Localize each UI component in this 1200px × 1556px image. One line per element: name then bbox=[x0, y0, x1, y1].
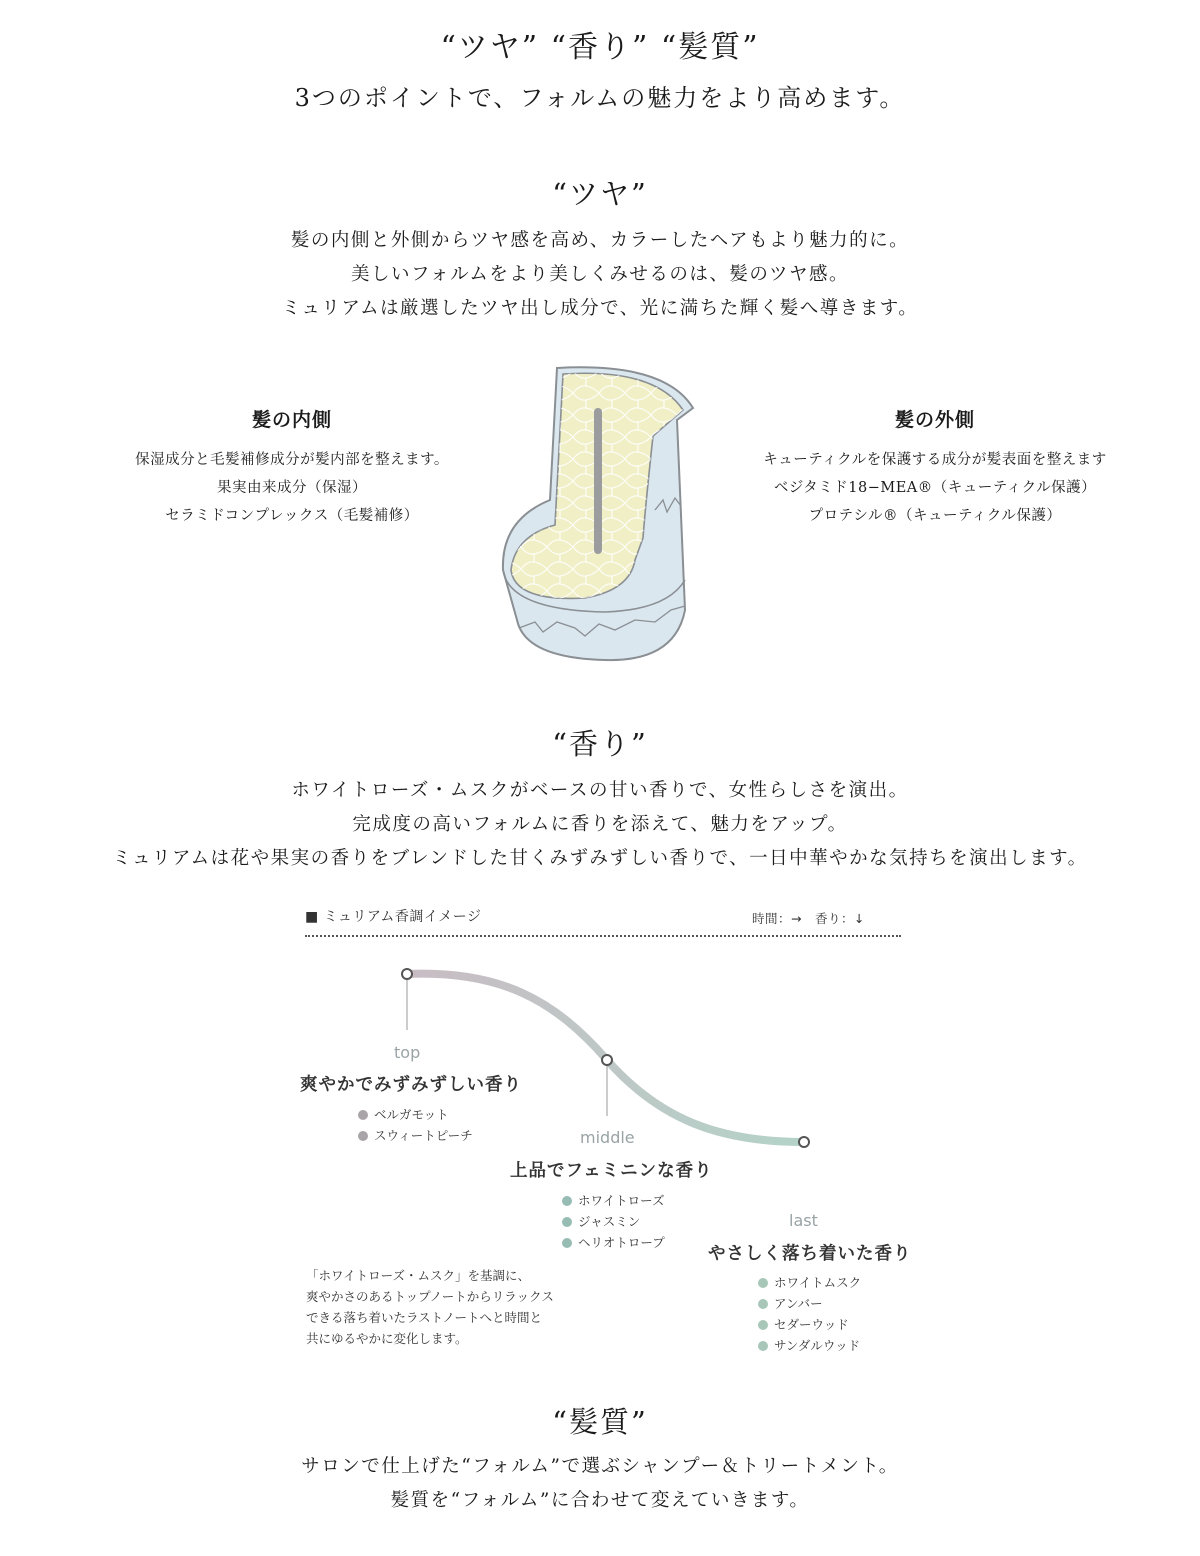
hair-outer-line: キューティクルを保護する成分が髪表面を整えます bbox=[763, 452, 1107, 468]
note-dot-last bbox=[758, 1299, 768, 1309]
hair-cross-section-illustration bbox=[495, 360, 705, 670]
stage-last-notes bbox=[758, 1272, 861, 1356]
hair-outer-line: ベジタミド18−MEA®（キューティクル保護） bbox=[773, 480, 1097, 496]
stage-middle-notes bbox=[562, 1190, 665, 1253]
note-item: ホワイトローズ bbox=[562, 1190, 665, 1211]
note-dot-middle bbox=[562, 1238, 572, 1248]
gloss-title: “ツヤ” bbox=[552, 177, 648, 211]
hair-inner-line: 保湿成分と毛髪補修成分が髪内部を整えます。 bbox=[135, 452, 449, 468]
scent-line-3: ミュリアムは花や果実の香りをブレンドした甘くみずみずしい香りで、一日中華やかな気持ちを演出します。 bbox=[112, 848, 1088, 869]
scent-chart-title: ■ ミュリアム香調イメージ bbox=[305, 909, 482, 925]
stage-top-title: 爽やかでみずみずしい香り bbox=[300, 1075, 522, 1095]
note-item: スウィートピーチ bbox=[358, 1125, 473, 1146]
note-item: ヘリオトロープ bbox=[562, 1232, 665, 1253]
hair-inner-line: セラミドコンプレックス（毛髪補修） bbox=[165, 508, 419, 524]
stage-middle-label: middle bbox=[580, 1128, 635, 1147]
note-item: ベルガモット bbox=[358, 1104, 473, 1125]
stage-last-title: やさしく落ち着いた香り bbox=[708, 1244, 912, 1264]
quality-line-1: サロンで仕上げた“フォルム”で選ぶシャンプー＆トリートメント。 bbox=[301, 1456, 899, 1477]
scent-chart-note-line: 共にゆるやかに変化します。 bbox=[306, 1331, 468, 1346]
scent-chart-note-line: 爽やかさのあるトップノートからリラックス bbox=[306, 1289, 554, 1304]
quality-line-2: 髪質を“フォルム”に合わせて変えていきます。 bbox=[390, 1490, 810, 1511]
note-dot-last bbox=[758, 1278, 768, 1288]
page-title: “ツヤ” “香り” “髪質” bbox=[440, 30, 760, 65]
hair-inner-line: 果実由来成分（保湿） bbox=[217, 480, 367, 496]
scent-chart-divider bbox=[305, 935, 901, 937]
note-item: ホワイトムスク bbox=[758, 1272, 861, 1293]
gloss-line-1: 髪の内側と外側からツヤ感を高め、カラーしたヘアもより魅力的に。 bbox=[290, 230, 910, 251]
scent-chart-note-line: できる落ち着いたラストノートへと時間と bbox=[306, 1310, 543, 1325]
scent-chart-note-line: 「ホワイトローズ・ムスク」を基調に、 bbox=[306, 1268, 531, 1283]
note-dot-middle bbox=[562, 1217, 572, 1227]
note-dot-top bbox=[358, 1131, 368, 1141]
note-item: アンバー bbox=[758, 1293, 861, 1314]
scent-title: “香り” bbox=[552, 727, 648, 761]
page-subtitle: 3つのポイントで、フォルムの魅力をより高めます。 bbox=[294, 84, 906, 112]
hair-inner-block bbox=[112, 405, 472, 530]
scent-chart-legend: 時間：→ 香り：↓ bbox=[752, 911, 865, 926]
note-item: セダーウッド bbox=[758, 1314, 861, 1335]
note-item: ジャスミン bbox=[562, 1211, 665, 1232]
last-point bbox=[799, 1137, 809, 1147]
scent-line-2: 完成度の高いフォルムに香りを添えて、魅力をアップ。 bbox=[352, 814, 848, 835]
hair-inner-title: 髪の内側 bbox=[251, 409, 332, 431]
note-dot-middle bbox=[562, 1196, 572, 1206]
note-dot-last bbox=[758, 1320, 768, 1330]
quality-title: “髪質” bbox=[552, 1405, 648, 1439]
hair-outer-block bbox=[735, 405, 1135, 530]
scent-chart-note bbox=[306, 1265, 554, 1349]
stage-last-label: last bbox=[789, 1211, 818, 1230]
note-dot-last bbox=[758, 1341, 768, 1351]
middle-point bbox=[602, 1055, 612, 1065]
hair-outer-line: プロテシル®（キューティクル保護） bbox=[808, 508, 1062, 524]
scent-line-1: ホワイトローズ・ムスクがベースの甘い香りで、女性らしさを演出。 bbox=[291, 780, 909, 801]
hair-outer-title: 髪の外側 bbox=[894, 409, 975, 431]
stage-top-notes bbox=[358, 1104, 473, 1146]
stage-middle-title: 上品でフェミニンな香り bbox=[510, 1161, 713, 1181]
stage-top-label: top bbox=[394, 1043, 421, 1062]
gloss-line-3: ミュリアムは厳選したツヤ出し成分で、光に満ちた輝く髪へ導きます。 bbox=[281, 298, 919, 319]
note-item: サンダルウッド bbox=[758, 1335, 861, 1356]
note-dot-top bbox=[358, 1110, 368, 1120]
top-point bbox=[402, 969, 412, 979]
gloss-line-2: 美しいフォルムをより美しくみせるのは、髪のツヤ感。 bbox=[351, 264, 849, 285]
